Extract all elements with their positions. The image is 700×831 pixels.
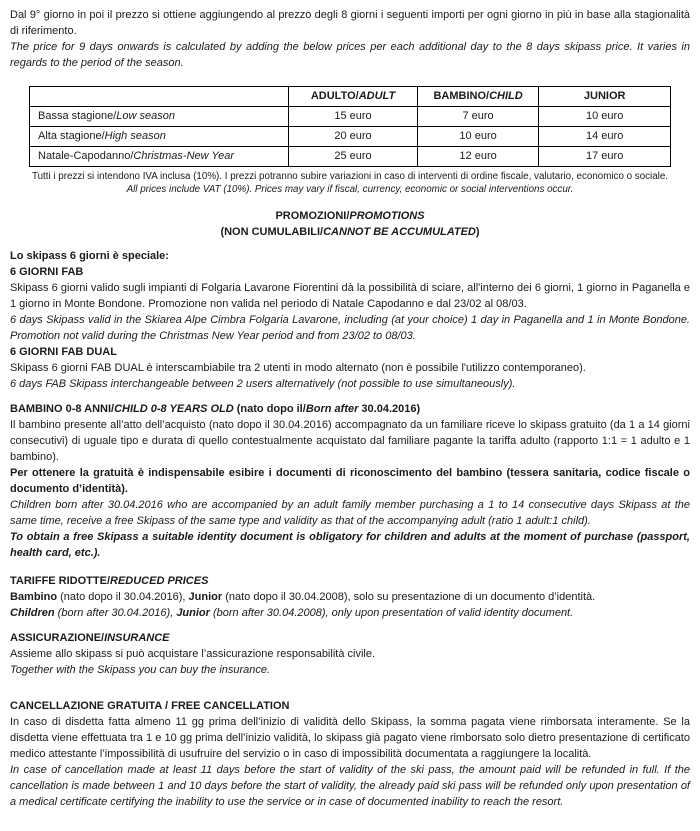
price-cell: 7 euro (417, 107, 539, 127)
table-row-high-season (30, 127, 671, 147)
price-cell: 12 euro (417, 147, 539, 167)
header-cell-empty (30, 87, 289, 107)
cancellation-heading: CANCELLAZIONE GRATUITA / FREE CANCELLATION (10, 700, 290, 712)
table-row-low-season (30, 107, 671, 127)
header-cell-child: BAMBINO/CHILD (417, 87, 539, 107)
intro-paragraph-it: Dal 9° giorno in poi il prezzo si ottiene aggiungendo al prezzo degli 8 giorni i seguenti importi per ogni giorno in più in base alla stagionalità di riferimento. (10, 9, 690, 37)
fab-body-it: Skipass 6 giorni valido sugli impianti di Folgaria Lavarone Fiorentini dà la possibilità di sciare, all'interno dei 6 giorni, 1 giorno in Paganella e 1 giorno in Monte Bondone. Promozione non valida nel periodo di Natale Capodanno e dal 23/02 al 08/03. (10, 282, 690, 310)
insurance-heading: ASSICURAZIONE/INSURANCE (10, 632, 170, 644)
cancellation-body-en: In case of cancellation made at least 11 days before the start of validity of the ski pass, the amount paid will be refunded in full. If the cancellation is made between 1 and 10 days before the start of validity, the already paid ski pass will be refunded only upon presentation of a medical certificate certifying the inability to use the service or in case of documented inability to reach the resort. (10, 764, 690, 808)
intro-paragraph-en: The price for 9 days onwards is calculated by adding the below prices per each additional day to the 8 days skipass price. It varies in regards to the period of the season. (10, 41, 690, 69)
price-cell: 10 euro (417, 127, 539, 147)
table-row-christmas (30, 147, 671, 167)
child-free-body-it: Il bambino presente all’atto dell’acquisto (nato dopo il 30.04.2016) accompagnato da un familiare riceve lo skipass gratuito (da 1 a 14 giorni consecutivi) di uguale tipo e durata di quello contestualmente acquistato dal familiare pagante la tariffa adulto (rapporto 1:1 = 1 adulto e 1 bambino). (10, 419, 690, 463)
price-table (29, 86, 671, 167)
child-free-heading: BAMBINO 0-8 ANNI/CHILD 0-8 YEARS OLD (nato dopo il/Born after 30.04.2016) (10, 403, 421, 415)
price-cell: 20 euro (289, 127, 418, 147)
child-free-body-en: Children born after 30.04.2016 who are accompanied by an adult family member purchasing a 1 to 14 consecutive days Skipass at the same time, receive a free Skipass of the same type and validity as that of the accompanying adult (ratio 1 adult:1 child). (10, 499, 690, 527)
reduced-prices-heading: TARIFFE RIDOTTE/REDUCED PRICES (10, 575, 209, 587)
fab-body-en: 6 days Skipass valid in the Skiarea Alpe Cimbra Folgaria Lavarone, including (at your choice) 1 day in Paganella and 1 in Monte Bondone. Promotion not valid during the Christmas New Year period and from 23/02 to 08/03. (10, 314, 690, 342)
promotions-subtitle: (NON CUMULABILI/CANNOT BE ACCUMULATED) (220, 226, 480, 238)
header-cell-adult: ADULTO/ADULT (289, 87, 418, 107)
fab-heading: 6 GIORNI FAB (10, 266, 84, 278)
child-free-body-it-bold: Per ottenere la gratuità è indispensabile esibire i documenti di riconoscimento del bambino (tessera sanitaria, codice fiscale o documento d’identità). (10, 467, 690, 495)
promotions-title: PROMOZIONI/PROMOTIONS (275, 210, 425, 222)
price-table-header-row (30, 87, 671, 107)
price-cell: 17 euro (539, 147, 671, 167)
price-cell: 15 euro (289, 107, 418, 127)
vat-note-en: All prices include VAT (10%). Prices may vary if fiscal, currency, economic or social interventions occur. (126, 184, 574, 195)
fab-dual-body-en: 6 days FAB Skipass interchangeable between 2 users alternatively (not possible to use simultaneously). (10, 378, 516, 390)
row-label-christmas: Natale-Capodanno/Christmas-New Year (30, 147, 289, 167)
insurance-line-en: Together with the Skipass you can buy the insurance. (10, 664, 271, 676)
header-cell-junior: JUNIOR (539, 87, 671, 107)
price-cell: 14 euro (539, 127, 671, 147)
reduced-prices-line-it: Bambino (nato dopo il 30.04.2016), Junior (nato dopo il 30.04.2008), solo su presentazione di un documento d’identità. (10, 591, 596, 603)
vat-note-it: Tutti i prezzi si intendono IVA inclusa (10%). I prezzi potranno subire variazioni in caso di interventi di ordine fiscale, valutario, economico o sociale. (31, 171, 669, 182)
price-cell: 25 euro (289, 147, 418, 167)
fab-dual-body-it: Skipass 6 giorni FAB DUAL è interscambiabile tra 2 utenti in modo alternato (non è possibile l'utilizzo contemporaneo). (10, 362, 586, 374)
reduced-prices-line-en: Children (born after 30.04.2016), Junior (born after 30.04.2008), only upon presentation of valid identity document. (10, 607, 574, 619)
child-free-body-en-bold: To obtain a free Skipass a suitable identity document is obligatory for children and adults at the moment of purchase (passport, health card, etc.). (10, 531, 690, 559)
insurance-line-it: Assieme allo skipass si può acquistare l’assicurazione responsabilità civile. (10, 648, 376, 660)
special-skipass-intro: Lo skipass 6 giorni è speciale: (10, 250, 169, 262)
row-label-low-season: Bassa stagione/Low season (30, 107, 289, 127)
cancellation-body-it: In caso di disdetta fatta almeno 11 gg prima dell’inizio di validità dello Skipass, la somma pagata viene rimborsata interamente. Se la disdetta viene effettuata tra 1 e 10 gg prima dell’inizio validità, lo skipass già pagato viene rimborsato solo dietro presentazione di certificato medico attestante l’impossibilità di usufruire del servizio o in caso di impossibilità documentata a raggiungere la località. (10, 716, 690, 760)
price-cell: 10 euro (539, 107, 671, 127)
fab-dual-heading: 6 GIORNI FAB DUAL (10, 346, 117, 358)
row-label-high-season: Alta stagione/High season (30, 127, 289, 147)
